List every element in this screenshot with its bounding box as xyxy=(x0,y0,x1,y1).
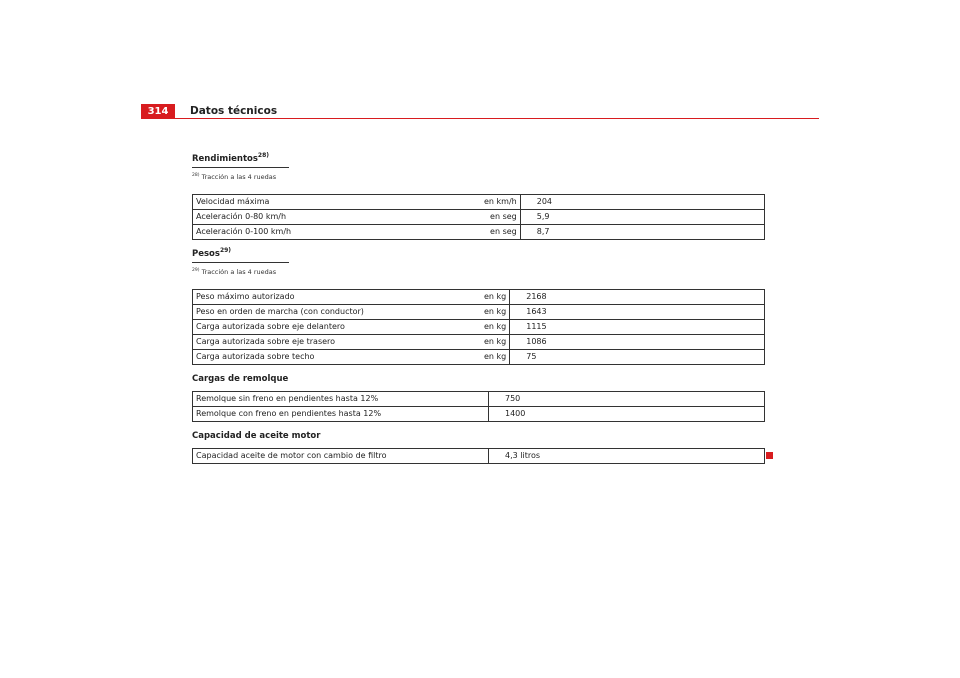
table-row xyxy=(193,350,765,365)
row-unit: en kg xyxy=(484,320,510,335)
row-label: Peso máximo autorizado xyxy=(193,290,485,305)
table-row xyxy=(193,305,765,320)
row-label: Carga autorizada sobre techo xyxy=(193,350,485,365)
row-value: 750 xyxy=(489,392,765,407)
section-title-rendimientos: Rendimientos$^{28)}$ xyxy=(192,152,270,164)
row-label: Aceleración 0-80 km/h xyxy=(193,210,485,225)
table-row xyxy=(193,407,765,422)
table-row xyxy=(193,210,765,225)
row-label: Remolque sin freno en pendientes hasta 12% xyxy=(193,392,485,407)
section-title-cargas-remolque: Cargas de remolque xyxy=(192,374,289,384)
row-unit: en kg xyxy=(484,350,510,365)
footnote-rendimientos: $^{28)}$ Tracción a las 4 ruedas xyxy=(192,172,277,181)
footnote-ref: 28) xyxy=(257,152,270,160)
page-title: Datos técnicos xyxy=(190,105,278,117)
footnote-ref: 29) xyxy=(219,247,232,255)
footnote-rule xyxy=(192,262,289,263)
footnote-rule xyxy=(192,167,289,168)
table-row xyxy=(193,195,765,210)
row-label: Remolque con freno en pendientes hasta 12% xyxy=(193,407,485,422)
row-value: 1086 xyxy=(510,335,765,350)
row-value: 4,3 litros xyxy=(489,449,765,464)
row-value: 8,7 xyxy=(520,225,764,240)
table-row xyxy=(193,320,765,335)
row-label: Aceleración 0-100 km/h xyxy=(193,225,485,240)
row-unit: en km/h xyxy=(484,195,520,210)
row-value: 1643 xyxy=(510,305,765,320)
table-row xyxy=(193,392,765,407)
table-pesos xyxy=(192,289,765,365)
footnote-pesos: $^{29)}$ Tracción a las 4 ruedas xyxy=(192,267,277,276)
table-row xyxy=(193,225,765,240)
section-title-aceite: Capacidad de aceite motor xyxy=(192,431,321,441)
row-unit: en seg xyxy=(484,210,520,225)
row-label: Capacidad aceite de motor con cambio de filtro xyxy=(193,449,485,464)
row-label: Carga autorizada sobre eje delantero xyxy=(193,320,485,335)
row-value: 1400 xyxy=(489,407,765,422)
table-row xyxy=(193,335,765,350)
section-title-pesos: Pesos$^{29)}$ xyxy=(192,247,232,259)
table-aceite xyxy=(192,448,765,464)
table-row xyxy=(193,449,765,464)
row-value: 1115 xyxy=(510,320,765,335)
row-value: 204 xyxy=(520,195,764,210)
table-rendimientos xyxy=(192,194,765,240)
table-row xyxy=(193,290,765,305)
row-value: 75 xyxy=(510,350,765,365)
end-of-section-marker xyxy=(766,452,773,459)
row-value: 2168 xyxy=(510,290,765,305)
row-unit: en kg xyxy=(484,290,510,305)
row-label: Peso en orden de marcha (con conductor) xyxy=(193,305,485,320)
table-cargas-remolque xyxy=(192,391,765,422)
row-label: Carga autorizada sobre eje trasero xyxy=(193,335,485,350)
row-label: Velocidad máxima xyxy=(193,195,485,210)
page-number: 314 xyxy=(141,104,175,119)
row-unit: en seg xyxy=(484,225,520,240)
row-unit: en kg xyxy=(484,335,510,350)
row-unit: en kg xyxy=(484,305,510,320)
header-rule xyxy=(175,118,819,119)
row-value: 5,9 xyxy=(520,210,764,225)
